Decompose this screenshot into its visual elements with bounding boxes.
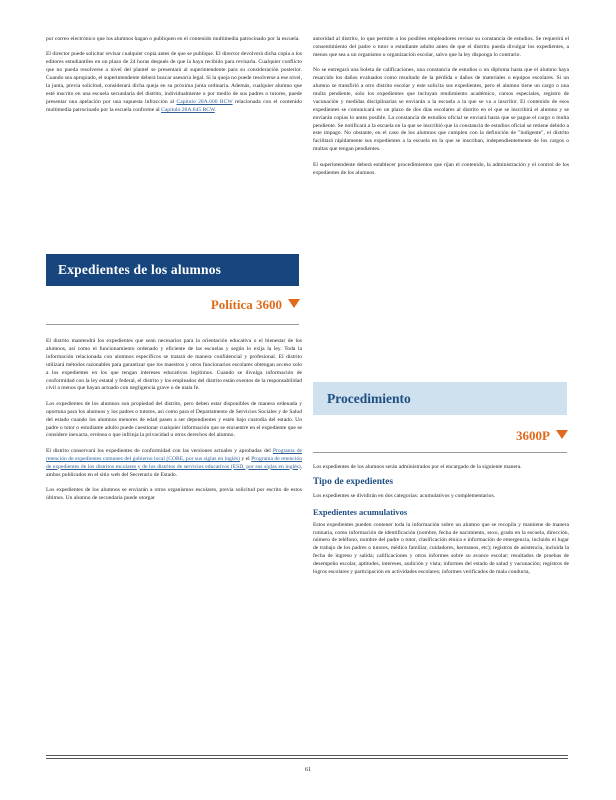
- rcw-28a600-link[interactable]: Capítulo 28A.600 RCW: [176, 98, 233, 105]
- triangle-down-icon: [288, 299, 300, 308]
- triangle-down-icon: [556, 430, 568, 439]
- right-paragraph-1: autoridad al distrito, lo que permite a los posibles empleadores revisar su constancia de estudios. Se requerirá el consentimiento del padre o tutor o estudiante adulto antes de que el distrito pueda divulgar los expedientes, a menos que sea a un organismo u organización escolar, salvo que la ley disponga lo contrario.: [313, 36, 569, 58]
- section-title: Expedientes de los alumnos: [58, 262, 222, 277]
- intro-after-link: relacionada con el contenido multimedia patrocinado por la escuela conforme al: [46, 98, 302, 113]
- types-heading: Tipo de expedientes: [313, 477, 394, 488]
- right-column-top: [313, 36, 569, 366]
- esd-schedule-link[interactable]: Programa de retención de expedientes de los distritos escolares y de los distritos de servicios educativos (ESD, por sus siglas en inglés): [46, 455, 303, 470]
- section-banner: [46, 254, 299, 286]
- intro-end: .: [214, 106, 217, 113]
- right-paragraph-3: El superintendente deberá establecer procedimientos que rijan el contenido, la administración y el control de los expedientes de los alumnos.: [313, 161, 569, 176]
- policy-paragraph-1: El distrito mantendrá los expedientes que sean necesarios para la orientación educativa o el bienestar de los alumnos, así como el funcionamiento ordenado y eficiente de las escuelas y según lo exija la ley. Toda la información relacionada con alumnos específicos se tratará de manera confidencial y profesional. El distrito utilizará métodos razonables para garantizar que los maestros y otros funcionarios escolares obtengan acceso solo a los expedientes en los que tengan intereses educativos legítimos. Cuando se divulga información de conformidad con la ley estatal y federal, el distrito y los empleados del distrito están exentos de la responsabilidad civil a menos que hayan actuado con negligencia grave o de mala fe.: [46, 338, 302, 392]
- intro-paragraph-1: por correo electrónico que los alumnos hagan o publiquen en el contenido multimedia patrocinado por la escuela.: [46, 36, 300, 42]
- procedure-intro: Los expedientes de los alumnos serán administrados por el encargado de la siguiente manera.: [313, 464, 522, 470]
- intro-paragraph-2: [46, 51, 302, 114]
- intro-text: El director puede solicitar revisar cualquier copia antes de que se publique. El director devolverá dicha copia a los editores estudiantiles en un plazo de 24 horas después de que la haya recibido para revisarla. Cualquier conflicto que no pueda resolverse a nivel del plantel se presentará al superintendente para su consideración posterior. Cuando sea apropiado, el superintendente deberá buscar asesoría legal. Si la queja no puede resolverse a ese nivel, la junta, previa solicitud, considerará dicha queja en su próxima junta ordinaria. Además, cualquier alumno que esté inscrito en una escuela secundaria del distrito, individualmente o por medio de sus padres o tutores, puede presentar una apelación por una supuesta infracción al: [46, 51, 302, 105]
- left-tail-paragraph: Los expedientes de los alumnos se enviarán a otros organismos escolares, previa solicitud por escrito de estos últimos. Un alumno de secundaria puede otorgar: [46, 487, 302, 501]
- procedure-title: Procedimiento: [327, 390, 411, 406]
- policy-rule: [46, 324, 299, 325]
- procedure-box: [313, 382, 567, 415]
- procedure-rule: [313, 452, 567, 453]
- retention-middle: y el: [239, 455, 252, 462]
- retention-paragraph: [46, 448, 302, 480]
- types-text: Los expedientes se dividirán en dos categorías: acumulativos y complementarios.: [313, 493, 496, 500]
- policy-label: Política 3600: [210, 297, 282, 312]
- retention-before: El distrito conservará los expedientes de conformidad con las versiones actuales y aprobadas del: [46, 447, 273, 454]
- core-schedule-link[interactable]: Programa de retención de expedientes comunes del gobierno local (CORE, por sus siglas en inglés): [46, 447, 302, 462]
- left-column-bottom: [46, 338, 302, 758]
- policy-heading: [150, 296, 300, 314]
- right-column-bottom: [313, 464, 569, 754]
- footer-rule-1: [46, 755, 568, 756]
- left-column-top: [46, 36, 302, 254]
- retention-after: , ambos publicados en el sitio web del Secretario de Estado.: [46, 463, 302, 478]
- policy-paragraph-2: Los expedientes de los alumnos son propiedad del distrito, pero deben estar disponibles de manera ordenada y oportuna para los alumnos y los padres o tutores, así como para el Departamento de Servicios Sociales y de Salud del estado cuando los alumnos menores de edad pasen a ser dependientes y estén bajo custodia del estado. Un padre o tutor o estudiante adulto puede cuestionar cualquier información que se encuentre en el expediente que se considere inexacta, errónea o que infrinja la privacidad u otros derechos del alumno.: [46, 400, 302, 439]
- rcw-28a645-link[interactable]: Capítulo 28A.645 RCW: [161, 106, 215, 113]
- page-number: 61: [305, 767, 311, 773]
- right-paragraph-2: No se entregará una boleta de calificaciones, una constancia de estudios o un diploma hasta que el alumno haya resarcido los daños evaluados como resultado de la pérdida o daños de materiales o equipos escolares. Si un alumno se transfirió a otro distrito escolar y este solicita sus expedientes, pero el alumno tiene un cargo o una multa pendiente, solo los expedientes que incluyan rendimiento académico, cursos especiales, registro de vacunación y medidas disciplinarias se enviarán a la escuela a la que se va a inscribir. El contenido de esos expedientes se comunicará en un plazo de dos días escolares al distrito en el que se inscribirá el alumno y se enviarán copias lo antes posible. La constancia de estudios oficial se enviará hasta que se pague el cargo o multa pendiente. Se notificará a la escuela en la que se inscribió que la constancia de estudios oficial se retiene debido a este impago. No obstante, en el caso de los alumnos que cumplen con la definición de "indigente", el distrito facilitará rápidamente sus expedientes a la escuela en la que se inscriban, independientemente de los cargos o multas que tengan pendientes.: [313, 67, 569, 153]
- procedure-heading: [420, 427, 568, 445]
- footer-rule-2: [46, 758, 568, 759]
- procedure-label: 3600P: [516, 428, 550, 443]
- cumulative-heading: Expedientes acumulativos: [313, 506, 408, 517]
- cumulative-text: Estos expedientes pueden contener toda la información sobre un alumno que se recopila y mantiene de manera rutinaria, como información de identificación (nombre, fecha de nacimiento, sexo, grado en la escuela, dirección, número de teléfono, nombre del padre o tutor, clasificación étnica e información de emergencia, incluido el lugar de trabajo de los padres o tutores, médico familiar, cuidadores, hermanos, etc); registros de asistencia, incluida la fecha de ingreso y salida; calificaciones y otros informes sobre su avance escolar; resultados de pruebas de desempeño escolar, aptitudes, intereses, audición y vista; informes del estado de salud y vacunación; registros de logros escolares y participación en actividades escolares; informes verificados de mala conducta,: [313, 521, 569, 576]
